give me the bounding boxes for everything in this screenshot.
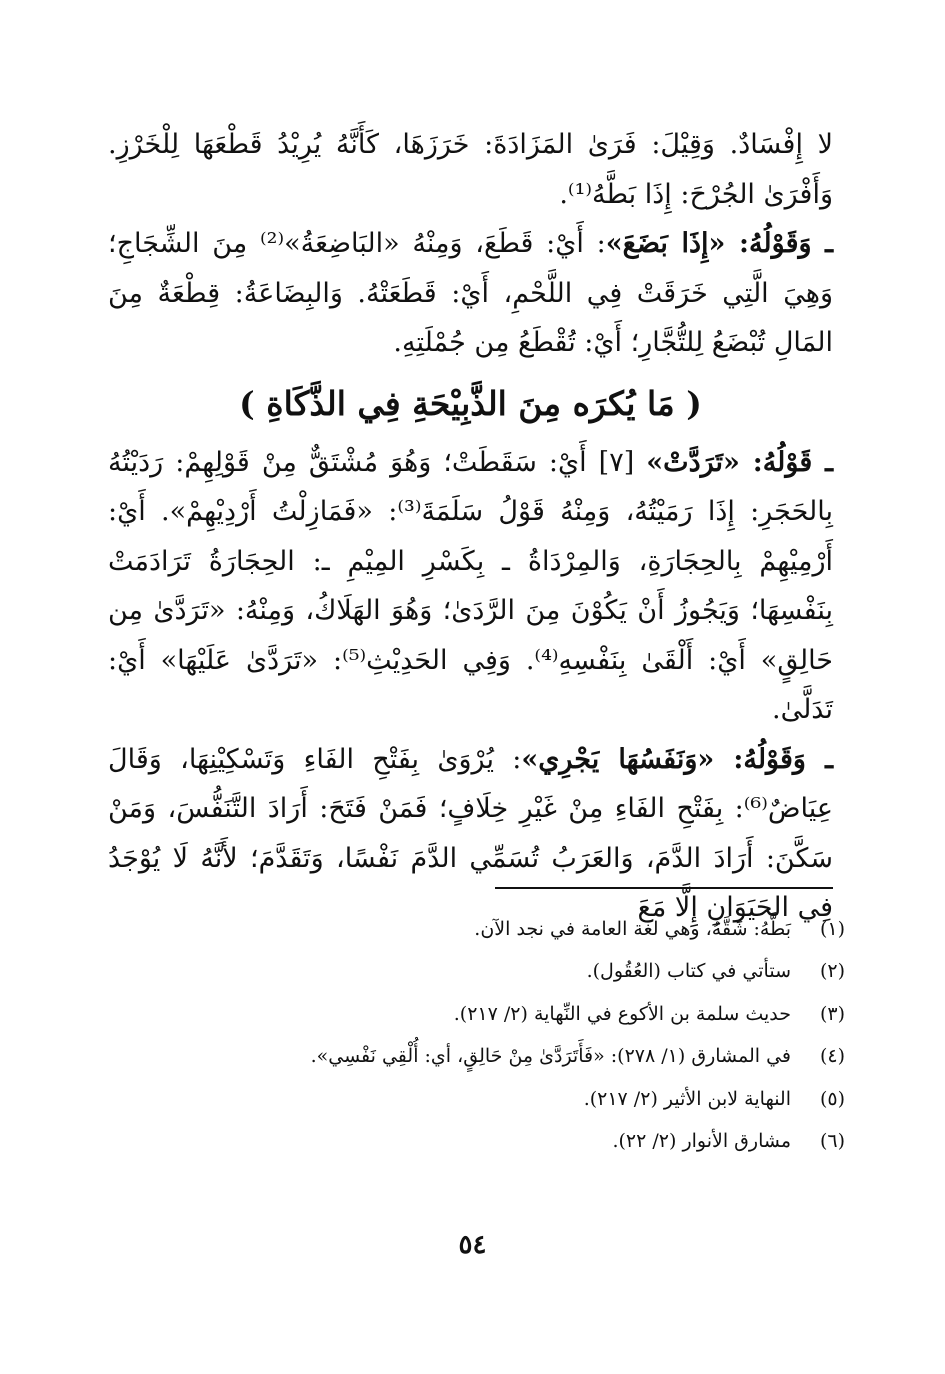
paragraph-2-text: : أَيْ: قَطَعَ، وَمِنْهُ «البَاضِعَةُ»⁽²⁾ مِنَ الشِّجَاجِ؛ وَهِيَ الَّتِي خَرَقَتْ فِي اللَّحْمِ، أَيْ: قَطَعَتْهُ. وَالبِضَاعَةُ: قِطْعَةٌ مِنَ المَالِ تُبْضَعُ لِلتُّجَّارِ؛ أَيْ: تُقْطَعُ مِن جُمْلَتِهِ. [108,228,833,358]
footnote-text: النهاية لابن الأثير (٢/ ٢١٧). [583,1087,791,1110]
main-text-block [108,120,833,933]
footnote-2 [105,950,845,992]
paragraph-3-lead: ـ قَوْلُهُ: «تَرَدَّتْ» [646,446,833,478]
footnote-text: في المشارق (١/ ٢٧٨): «فَأَتَرَدَّىٰ مِنْ حَالِقٍ، أي: أُلْقِي نَفْسِي». [310,1045,791,1068]
section-heading: ( مَا يُكرَه مِنَ الذَّبِيْحَةِ فِي الذَّكَاةِ ) [239,383,702,423]
footnote-3 [105,993,845,1035]
paragraph-2 [108,219,833,368]
footnote-number: (٦) [819,1129,845,1152]
footnote-number: (٥) [819,1087,845,1110]
footnote-text: ستأتي في كتاب (العُقُول). [586,960,791,983]
footnote-5 [105,1078,845,1120]
footnote-6 [105,1120,845,1162]
footnote-text: حديث سلمة بن الأكوع في النِّهاية (٢/ ٢١٧). [453,1002,791,1025]
paragraph-1 [108,120,833,219]
footnote-text: بَطَّهُ: شَقَّهُ، وهي لغة العامة في نجد الآن. [474,918,791,940]
paragraph-4-text: : يُرْوَىٰ بِفَتْحِ الفَاءِ وَتَسْكِيْنِهَا، وَقَالَ عِيَاضٌ⁽⁶⁾: بِفَتْحِ الفَاءِ مِنْ غَيْرِ خِلَافٍ؛ فَمَنْ فَتَحَ: أَرَادَ التَّنَفُّسَ، وَمَنْ سَكَّنَ: أَرَادَ الدَّمَ، وَالعَرَبُ تُسَمِّي الدَّمَ نَفْسًا، وَتَقَدَّمَ؛ لأَنَّهُ لَا يُوْجَدُ فِي الحَيَوَانِ إِلَّا مَعَ [108,743,833,923]
footnote-number: (١) [819,918,845,940]
paragraph-4-lead: ـ وَقَوْلُهُ: «وَنَفَسُهَا يَجْرِي» [521,743,834,775]
paragraph-3 [108,438,833,735]
footnote-number: (٣) [819,1002,845,1025]
footnote-4 [105,1035,845,1077]
footnote-number: (٤) [819,1045,845,1068]
footnote-number: (٢) [819,960,845,983]
footnote-1 [105,908,845,950]
footnotes-list [105,908,845,1162]
paragraph-2-lead: ـ وَقَوْلُهُ: «إِذَا بَضَعَ» [605,228,834,259]
page-number: ٥٤ [458,1230,487,1260]
paragraph-3-text: [٧] أَيْ: سَقَطَتْ؛ وَهُوَ مُشْتَقٌّ مِنْ قَوْلِهِمْ: رَدَيْتُهُ بِالحَجَرِ: إِذَا رَمَيْتُهُ، وَمِنْهُ قَوْلُ سَلَمَةَ⁽³⁾: «فَمَازِلْتُ أَرْدِيْهِمْ». أَيْ: أَرْمِيْهِمْ بِالحِجَارَةِ، وَالمِرْدَاةُ ـ بِكَسْرِ المِيْمِ ـ: الحِجَارَةُ تَرَادَمَتْ بِنَفْسِهَا؛ وَيَجُوزُ أَنْ يَكُوْنَ مِنَ الرَّدَىٰ؛ وَهُوَ الهَلَاكُ، وَمِنْهُ: «تَرَدَّىٰ مِن حَالِقٍ» أَيْ: أَلْقَىٰ بِنَفْسِهِ⁽⁴⁾. وَفِي الحَدِيْثِ⁽⁵⁾: «تَرَدَّىٰ عَلَيْهَا» أَيْ: تَدَلَّىٰ. [108,446,833,725]
footnote-text: مشارق الأنوار (٢/ ٢٢). [612,1129,791,1152]
paragraph-4 [108,735,833,933]
paragraph-1-text: لا إِفْسَادٌ. وَقِيْلَ: فَرَىٰ المَزَادَةَ: خَرَزَهَا، كَأَنَّهُ يُرِيْدُ قَطْعَهَا لِلْخَرْزِ. وَأَفْرَىٰ الجُرْحَ: إِذَا بَطَّهُ⁽¹⁾. [108,129,833,210]
footnote-divider [495,887,833,889]
